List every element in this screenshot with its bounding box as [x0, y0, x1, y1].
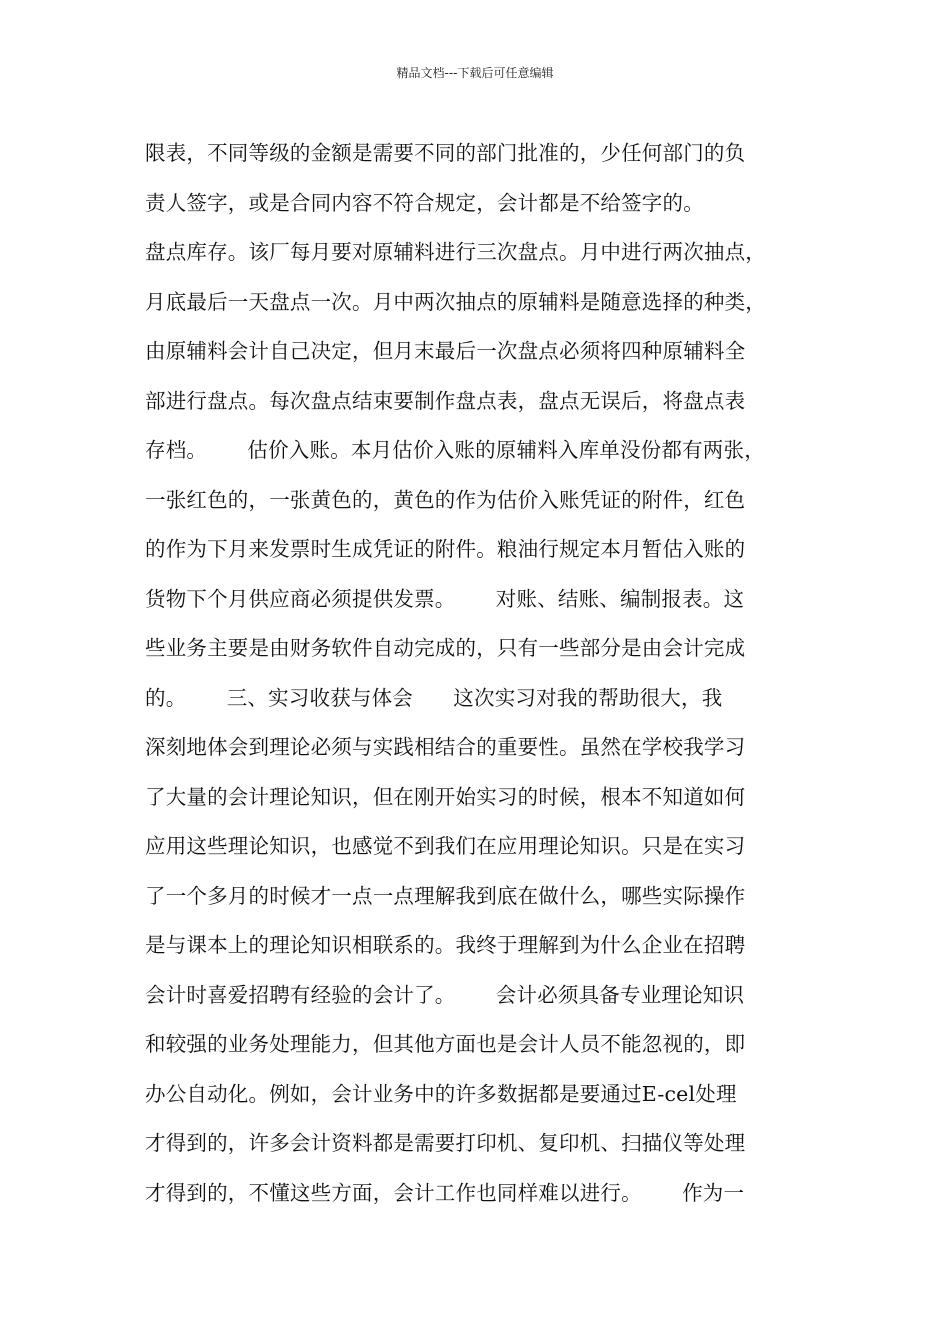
- text-line: 办公自动化。例如，会计业务中的许多数据都是要通过E-cel处理: [145, 1081, 737, 1106]
- text-line: 了一个多月的时候才一点一点理解我到底在做什么，哪些实际操作: [145, 883, 746, 908]
- text-line: 月底最后一天盘点一次。月中两次抽点的原辅料是随意选择的种类，: [145, 289, 766, 314]
- text-line: 货物下个月供应商必须提供发票。 对账、结账、编制报表。这: [145, 586, 745, 611]
- text-line: 是与课本上的理论知识相联系的。我终于理解到为什么企业在招聘: [145, 933, 746, 957]
- text-line: 限表，不同等级的金额是需要不同的部门批准的，少任何部门的负: [145, 141, 746, 165]
- text-line: 责人签字，或是合同内容不符合规定，会计都是不给签字的。: [145, 190, 704, 215]
- text-line: 才得到的，许多会计资料都是需要打印机、复印机、扫描仪等处理: [145, 1131, 746, 1155]
- text-line: 才得到的，不懂这些方面，会计工作也同样难以进行。 作为一: [145, 1180, 745, 1205]
- body-text: [145, 129, 835, 1218]
- text-line: 存档。 估价入账。本月估价入账的原辅料入库单没份都有两张，: [145, 438, 765, 462]
- text-line: 由原辅料会计自己决定，但月末最后一次盘点必须将四种原辅料全: [145, 339, 746, 363]
- text-line: 盘点库存。该厂每月要对原辅料进行三次盘点。月中进行两次抽点，: [145, 240, 766, 264]
- text-line: 了大量的会计理论知识，但在刚开始实习的时候，根本不知道如何: [145, 784, 746, 809]
- text-line: 应用这些理论知识，也感觉不到我们在应用理论知识。只是在实习: [145, 834, 746, 858]
- text-line: 深刻地体会到理论必须与实践相结合的重要性。虽然在学校我学习: [145, 735, 746, 759]
- text-line: 会计时喜爱招聘有经验的会计了。 会计必须具备专业理论知识: [145, 982, 745, 1007]
- text-line: 些业务主要是由财务软件自动完成的，只有一些部分是由会计完成: [145, 636, 746, 660]
- text-line: 的。 三、实习收获与体会 这次实习对我的帮助很大，我: [145, 685, 723, 710]
- text-line: 的作为下月来发票时生成凭证的附件。粮油行规定本月暂估入账的: [145, 537, 746, 561]
- text-line: 一张红色的，一张黄色的，黄色的作为估价入账凭证的附件，红色: [145, 487, 746, 512]
- page-header: 精品文档---下载后可任意编辑: [396, 66, 554, 80]
- text-line: 部进行盘点。每次盘点结束要制作盘点表，盘点无误后，将盘点表: [145, 388, 746, 413]
- text-line: 和较强的业务处理能力，但其他方面也是会计人员不能忽视的，即: [145, 1032, 746, 1056]
